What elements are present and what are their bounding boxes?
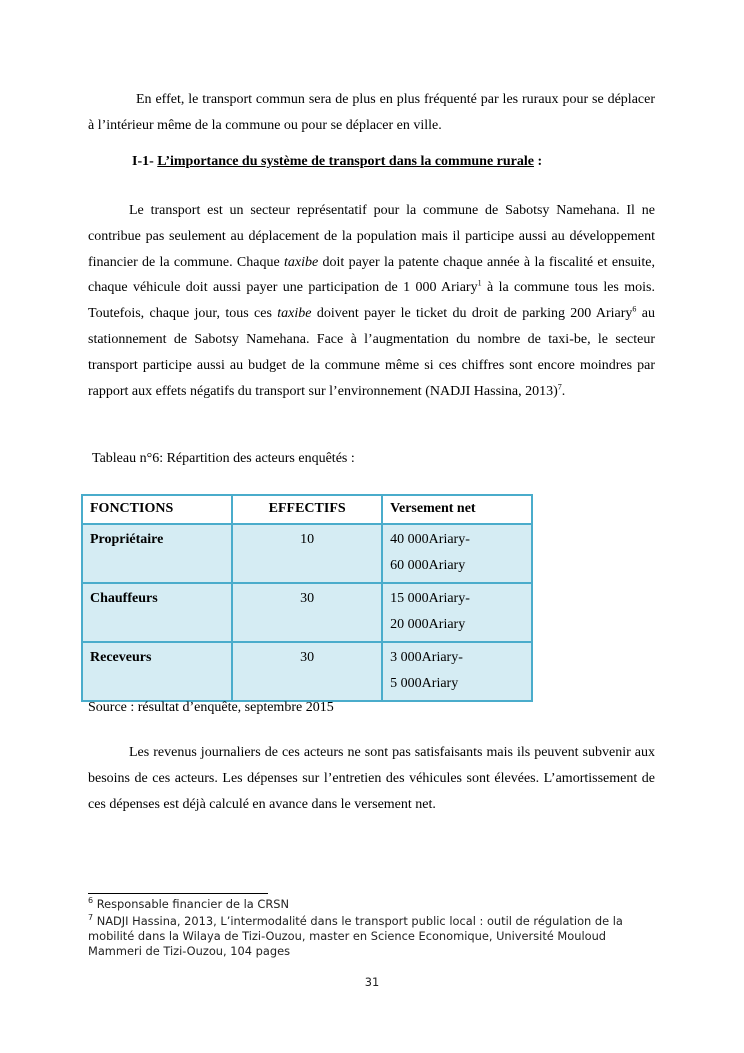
cell-effectif: 10	[232, 524, 382, 583]
table-source: Source : résultat d’enquête, septembre 2015	[88, 700, 334, 715]
conclusion-text: Les revenus journaliers de ces acteurs ne sont pas satisfaisants mais ils peuvent subvenir aux besoins de ces acteurs. Les dépenses sur l’entretien des véhicules sont élevées. L’amortissement de ces dépenses est déjà calculé en avance dans le versement net.	[88, 745, 655, 812]
cell-versement	[382, 524, 532, 583]
footnote-ref-6[interactable]: 6	[632, 304, 637, 314]
body-text-4: doivent payer le ticket du droit de parking 200 Ariary	[311, 306, 633, 322]
body-text-5: au stationnement de Sabotsy Namehana. Face à l’augmentation du nombre de taxi-be, le secteur transport participe aussi au budget de la commune même si ces chiffres sont encore moindres par rapport aux effets négatifs du transport sur l’environnement (NADJI Hassina, 2013)	[88, 306, 655, 399]
versement-max: 60 000Ariary	[390, 558, 466, 573]
body-italic-taxibe-1: taxibe	[284, 254, 319, 270]
footnote-7	[88, 914, 648, 960]
body-text-3: à la commune tous les mois. Toutefois, chaque jour, tous ces	[88, 280, 655, 322]
body-italic-taxibe-2: taxibe	[277, 306, 312, 322]
page-number: 31	[364, 975, 380, 989]
actors-table	[81, 494, 533, 702]
versement-max: 20 000Ariary	[390, 617, 466, 632]
intro-paragraph	[88, 87, 655, 139]
header-effectifs: EFFECTIFS	[232, 495, 382, 524]
footnote-ref-7[interactable]: 7	[557, 381, 562, 391]
versement-min: 15 000Ariary-	[390, 591, 470, 606]
footnote-text: NADJI Hassina, 2013, L’intermodalité dans le transport public local : outil de régulation de la mobilité dans la Wilaya de Tizi-Ouzou, master en Science Economique, Université Mouloud Mammeri de Tizi-Ouzou, 104 pages	[88, 914, 623, 959]
body-paragraph	[88, 198, 655, 404]
versement-max: 5 000Ariary	[390, 676, 459, 691]
cell-versement	[382, 642, 532, 701]
table-row	[82, 524, 532, 583]
table-row	[82, 642, 532, 701]
table-caption: Tableau n°6: Répartition des acteurs enquêtés :	[92, 451, 355, 466]
body-text-2: doit payer la patente chaque année à la fiscalité et ensuite, chaque véhicule doit aussi payer une participation de 1 000 Ariary	[88, 254, 655, 296]
header-fonctions: FONCTIONS	[82, 495, 232, 524]
footnote-6	[88, 897, 648, 912]
table-row	[82, 583, 532, 642]
heading-suffix: :	[533, 154, 543, 169]
versement-min: 40 000Ariary-	[390, 532, 470, 547]
footnote-mark: 7	[88, 913, 94, 923]
cell-effectif: 30	[232, 642, 382, 701]
cell-versement	[382, 583, 532, 642]
table-header-row	[82, 495, 532, 524]
section-heading	[132, 154, 542, 170]
body-text-6: .	[561, 383, 566, 399]
footnote-text: Responsable financier de la CRSN	[93, 897, 289, 911]
cell-fonction: Receveurs	[82, 642, 232, 701]
footnote-mark: 6	[88, 896, 94, 906]
conclusion-paragraph	[88, 740, 655, 817]
cell-fonction: Propriétaire	[82, 524, 232, 583]
versement-min: 3 000Ariary-	[390, 650, 463, 665]
header-versement: Versement net	[382, 495, 532, 524]
intro-text: En effet, le transport commun sera de plus en plus fréquenté par les ruraux pour se déplacer à l’intérieur même de la commune ou pour se déplacer en ville.	[88, 92, 655, 133]
footnote-separator	[88, 893, 268, 894]
body-text-1: Le transport est un secteur représentatif pour la commune de Sabotsy Namehana. Il ne contribue pas seulement au déplacement de la population mais il participe aussi au développement financier de la commune. Chaque	[88, 203, 655, 270]
heading-number: I-1-	[132, 154, 158, 169]
footnote-ref-1[interactable]: 1	[477, 278, 482, 288]
cell-effectif: 30	[232, 583, 382, 642]
heading-title: L’importance du système de transport dans la commune rurale	[157, 154, 534, 169]
cell-fonction: Chauffeurs	[82, 583, 232, 642]
